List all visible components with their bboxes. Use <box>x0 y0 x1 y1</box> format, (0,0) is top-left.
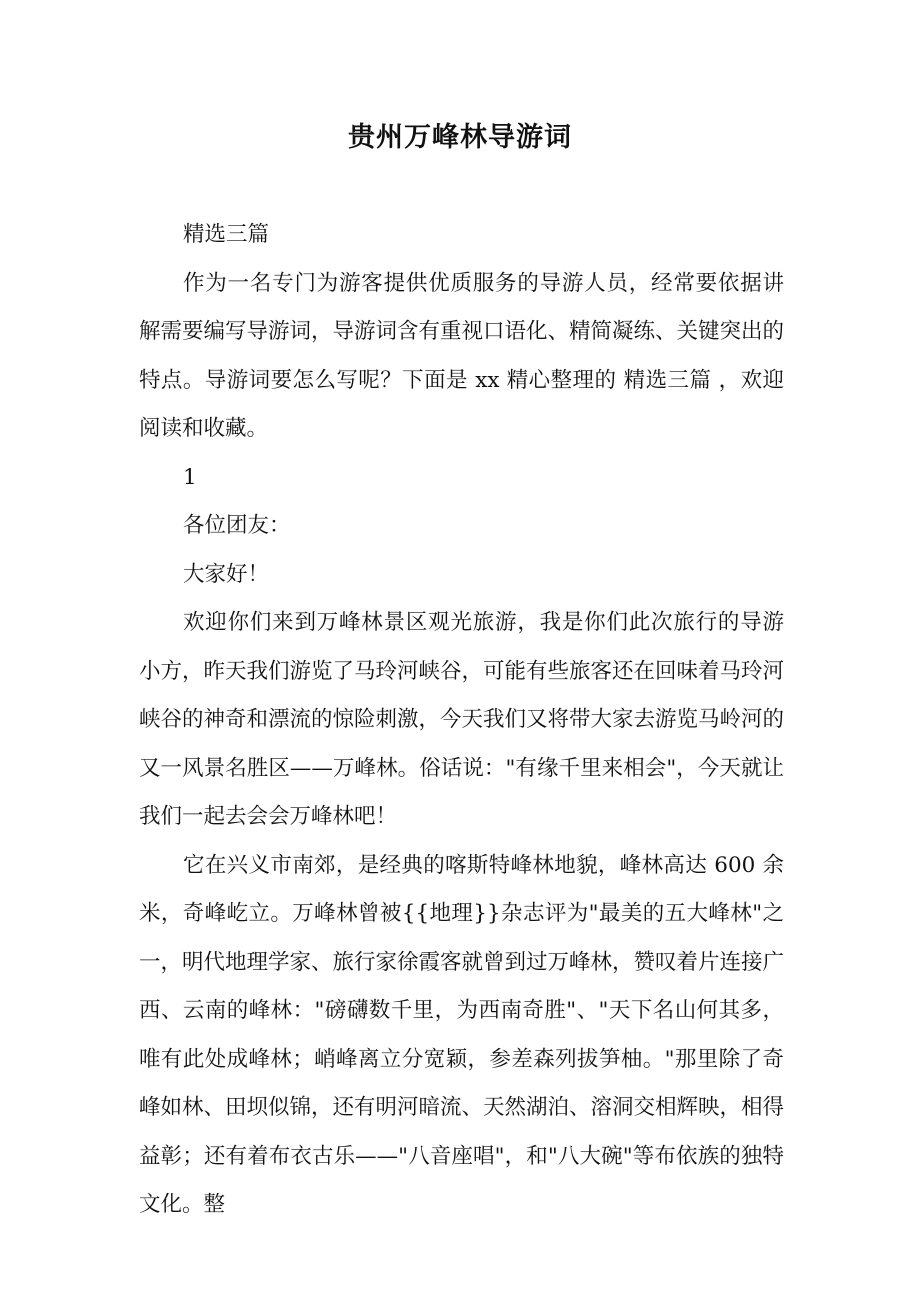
document-body <box>139 211 784 1230</box>
paragraph-greeting: 大家好！ <box>183 561 270 587</box>
paragraph-welcome: 欢迎你们来到万峰林景区观光旅游，我是你们此次旅行的导游小方，昨天我们游览了马玲河峡谷，可能有些旅客还在回味着马玲河峡谷的神奇和漂流的惊险刺激，今天我们又将带大家去游览马岭河的又一风景名胜区——万峰林。俗话说："有缘千里来相会"，今天就让我们一起去会会万峰林吧！ <box>139 610 785 829</box>
section-number: 1 <box>183 464 197 490</box>
document-title: 贵州万峰林导游词 <box>348 122 572 153</box>
paragraph-description: 它在兴义市南郊，是经典的喀斯特峰林地貌，峰林高达 600 余米，奇峰屹立。万峰林曾被{{地理}}杂志评为"最美的五大峰林"之一，明代地理学家、旅行家徐霞客就曾到过万峰林，赞叹着片连接广西、云南的峰林："磅礴数千里，为西南奇胜"、"天下名山何其多，唯有此处成峰林；峭峰离立分宽颖，参差森列拔笋柚。"那里除了奇峰如林、田坝似锦，还有明河暗流、天然湖泊、溶洞交相辉映，相得益彰；还有着布衣古乐——"八音座唱"，和"八大碗"等布依族的独特文化。整 <box>139 852 785 1217</box>
paragraph-intro: 作为一名专门为游客提供优质服务的导游人员，经常要依据讲解需要编写导游词，导游词含有重视口语化、精简凝练、关键突出的特点。导游词要怎么写呢？下面是 xx 精心整理的 精选三篇 ，欢迎阅读和收藏。 <box>139 270 785 441</box>
paragraph-salutation: 各位团友： <box>183 513 291 538</box>
paragraph-subtitle: 精选三篇 <box>183 222 270 247</box>
